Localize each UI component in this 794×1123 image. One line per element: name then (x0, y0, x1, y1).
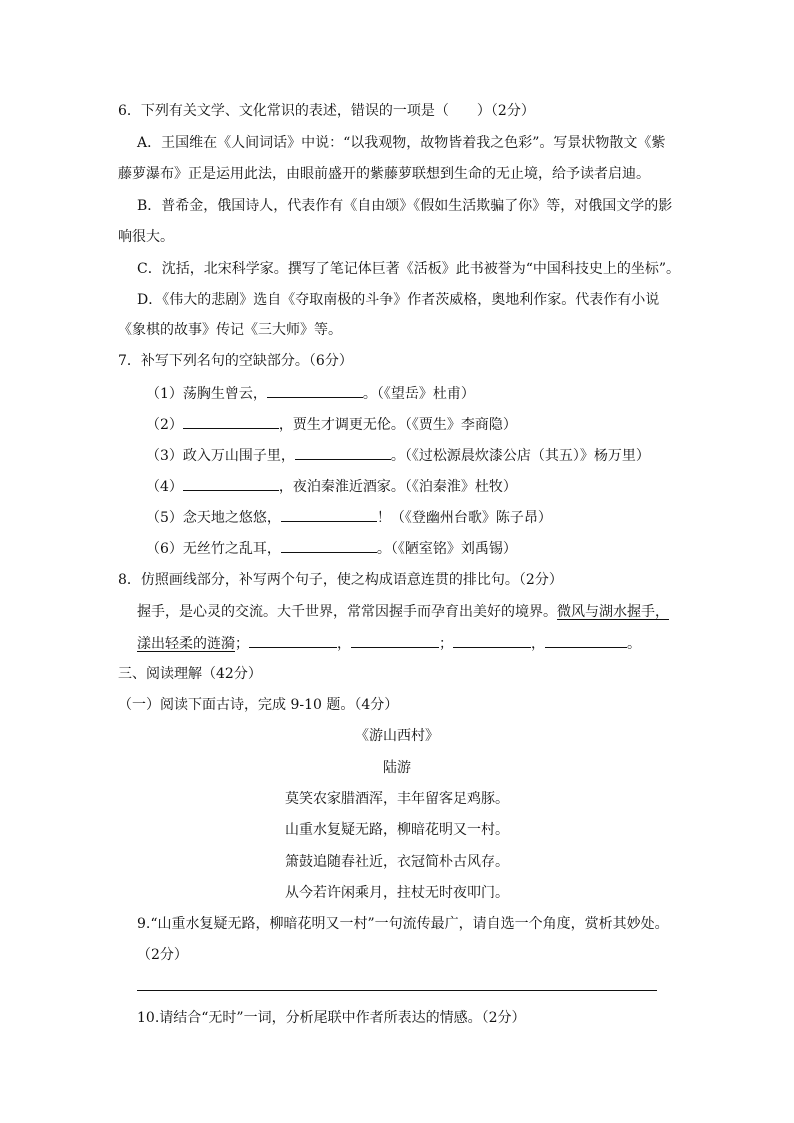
poem-line-3: 箫鼓追随春社近，衣冠简朴古风存。 (285, 854, 509, 870)
poem-author: 陆游 (383, 760, 411, 776)
q6-option-a-line1: A．王国维在《人间词话》中说：“以我观物，故物皆着我之色彩”。写景状物散文《紫 (137, 135, 666, 151)
q10-stem: 10.请结合“无时”一词，分析尾联中作者所表达的情感。（2分） (137, 1010, 526, 1026)
poem-line-1: 莫笑农家腊酒浑，丰年留客足鸡豚。 (285, 791, 509, 807)
q8-sep-4: ， (531, 636, 545, 652)
q6-option-b-line2: 响很大。 (118, 229, 174, 245)
q8-blank-4[interactable] (545, 633, 627, 648)
q8-passage-line2 (137, 633, 641, 654)
q7-item-3-prefix: （3）政入万山围子里， (146, 448, 295, 464)
q7-item-3 (146, 445, 650, 466)
q6-option-d-line2: 《象棋的故事》传记《三大师》等。 (118, 322, 342, 338)
q7-item-4-blank[interactable] (183, 476, 279, 491)
poem-line-4: 从今若许闲乘月，拄杖无时夜叩门。 (285, 885, 509, 901)
q8-underlined-2: 漾出轻柔的涟漪 (137, 636, 235, 652)
q8-sep-2: ， (337, 636, 351, 652)
q6-option-d-line1: D．《伟大的悲剧》选自《夺取南极的斗争》作者茨威格，奥地利作家。代表作有小说 (137, 292, 660, 308)
q7-item-4-prefix: （4） (146, 479, 183, 495)
q6-stem: 6．下列有关文学、文化常识的表述，错误的一项是（ ）（2分） (118, 103, 535, 119)
poem-line-2: 山重水复疑无路，柳暗花明又一村。 (285, 822, 509, 838)
q8-passage-text: 握手，是心灵的交流。大千世界，常常因握手而孕育出美好的境界。 (137, 604, 557, 620)
q7-item-1-prefix: （1）荡胸生曾云， (146, 386, 267, 402)
q9-stem: 9.“山重水复疑无路，柳暗花明又一村”一句流传最广，请自选一个角度，赏析其妙处。 (137, 916, 669, 932)
q9-answer-line[interactable] (137, 990, 657, 991)
q7-item-5 (146, 507, 552, 528)
q7-item-5-prefix: （5）念天地之悠悠， (146, 510, 281, 526)
q9-score: （2分） (137, 947, 188, 963)
q7-item-1-suffix: 。（《望岳》杜甫） (362, 386, 475, 402)
q8-blank-3[interactable] (453, 633, 531, 648)
q7-item-2-prefix: （2） (146, 417, 183, 433)
q7-item-4-suffix: ，夜泊秦淮近酒家。（《泊秦淮》杜牧） (278, 479, 517, 495)
q7-item-2 (146, 414, 517, 435)
q7-item-6 (146, 538, 517, 559)
q7-item-1 (146, 383, 475, 404)
q6-option-c: C．沈括，北宋科学家。撰写了笔记体巨著《活板》此书被誉为“中国科技史上的坐标”。 (137, 261, 681, 277)
section-3-title: 三、阅读理解（42分） (118, 666, 262, 682)
q8-sep-1: ； (235, 636, 249, 652)
q7-item-3-blank[interactable] (295, 445, 391, 460)
q7-item-5-suffix: ！（《登幽州台歌》陈子昂） (376, 510, 552, 526)
q7-item-1-blank[interactable] (267, 383, 363, 398)
q8-sep-3: ； (439, 636, 453, 652)
q7-item-6-prefix: （6）无丝竹之乱耳， (146, 541, 281, 557)
q7-item-2-blank[interactable] (183, 414, 279, 429)
q8-passage-line1 (137, 602, 669, 622)
q7-item-6-suffix: 。（《陋室铭》刘禹锡） (376, 541, 517, 557)
q7-item-3-suffix: 。（《过松源晨炊漆公店（其五）》杨万里） (390, 448, 650, 464)
section-3-part-1: （一）阅读下面古诗，完成 9-10 题。（4分） (118, 697, 399, 713)
q8-blank-2[interactable] (351, 633, 439, 648)
q8-end: 。 (627, 636, 641, 652)
q7-item-2-suffix: ，贾生才调更无伦。（《贾生》李商隐） (278, 417, 517, 433)
q7-stem: 7．补写下列名句的空缺部分。（6分） (118, 353, 353, 369)
q7-item-4 (146, 476, 517, 497)
q6-option-a-line2: 藤萝瀑布》正是运用此法，由眼前盛开的紫藤萝联想到生命的无止境，给予读者启迪。 (118, 166, 650, 182)
poem-title: 《游山西村》 (355, 728, 439, 744)
q7-item-5-blank[interactable] (281, 507, 377, 522)
q7-item-6-blank[interactable] (281, 538, 377, 553)
q6-option-b-line1: B．普希金，俄国诗人，代表作有《自由颂》《假如生活欺骗了你》等，对俄国文学的影 (137, 198, 673, 214)
q8-underlined-1: 微风与湖水握手， (557, 604, 669, 620)
q8-stem: 8．仿照画线部分，补写两个句子，使之构成语意连贯的排比句。（2分） (118, 572, 563, 588)
q8-blank-1[interactable] (249, 633, 337, 648)
